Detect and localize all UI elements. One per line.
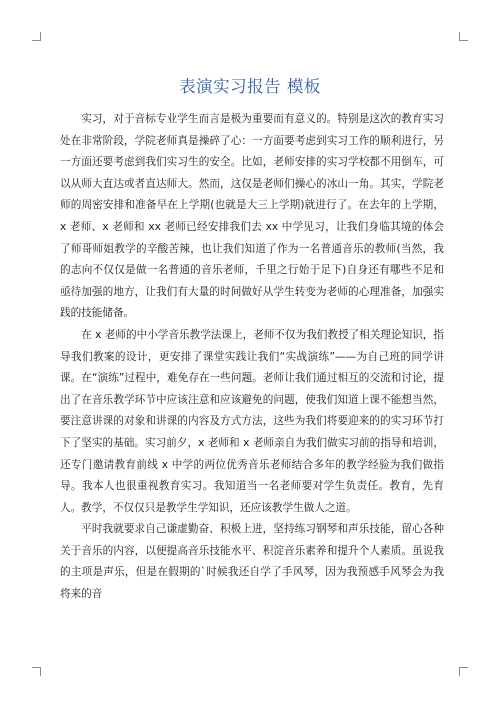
- crop-mark-top-left: [32, 32, 41, 41]
- crop-mark-bottom-right: [459, 667, 468, 676]
- document-title: 表演实习报告 模板: [179, 77, 321, 97]
- crop-mark-top-right: [459, 32, 468, 41]
- body-paragraph-2: 在 x 老师的中小学音乐教学法课上，老师不仅为我们教授了相关理论知识，指导我们教案的设计，更安排了课堂实践让我们“实战演练”——为自己班的同学讲课。在“演练”过程中，难免存在一些问题。老师让我们通过相互的交流和讨论，提出了在音乐教学环节中应该注意和应该避免的问题，使我们知道上课不能想当然，要注意讲课的对象和讲课的内容及方式方法，这些为我们将要迎来的的实习环节打下了坚实的基础。实习前夕，x 老师和 x 老师亲自为我们做实习前的指导和培训，还专门邀请教育前线 x 中学的两位优秀音乐老师结合多年的教学经验为我们做指导。我本人也很重视教育实习。我知道当一名老师要对学生负责任。教育，先育人。教学，不仅仅只是教学生学知识，还应该教学生做人之道。: [60, 328, 444, 514]
- body-paragraph-1: 实习，对于音标专业学生而言是极为重要而有意义的。特别是这次的教育实习处在非常阶段，学院老师真是操碎了心：一方面要考虑到实习工作的顺利进行，另一方面还要考虑到我们实习生的安全。比如，老师安排的实习学校都不用倒车，可以从师大直达或者直达师大。然而，这仅是老师们操心的冰山一角。其实，学院老师的周密安排和准备早在上学期(也就是大三上学期)就进行了。在去年的上学期，x 老师、x 老师和 xx 老师已经安排我们去 xx 中学见习，让我们身临其境的体会了师哥师姐教学的辛酸苦辣，也让我们知道了作为一名普通音乐的教师(当然，我的志向不仅仅是做一名普通的音乐老师，千里之行始于足下)自身还有哪些不足和亟待加强的地方，让我们有大量的时间做好从学生转变为老师的心理准备，加强实践的技能储备。: [60, 113, 444, 320]
- crop-mark-bottom-left: [32, 667, 41, 676]
- document-body: [60, 109, 444, 606]
- body-paragraph-3: 平时我就要求自己谦虚勤奋、积极上进，坚持练习钢琴和声乐技能，留心各种关于音乐的内容，以便提高音乐技能水平、积淀音乐素养和提升个人素质。虽说我的主项是声乐，但是在假期的`时候我还自学了手风琴，因为我预感手风琴会为我将来的音: [60, 523, 444, 601]
